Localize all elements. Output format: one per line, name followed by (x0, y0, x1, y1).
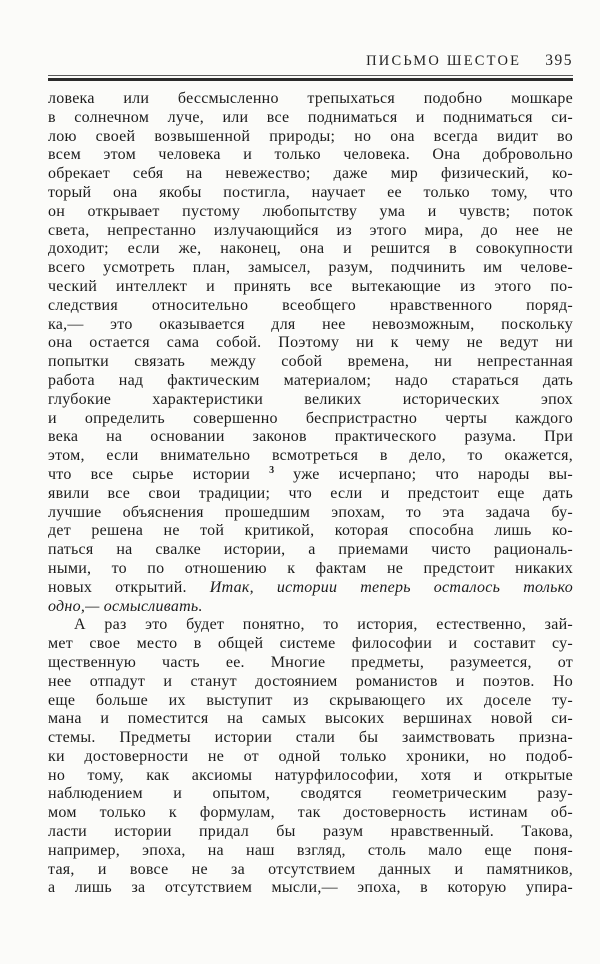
text-line: ки достоверности не от одной только хроники, но подоб- (48, 747, 573, 765)
text-line: а лишь за отсутствием мысли,— эпоха, в которую упира- (48, 879, 573, 897)
text-line: ными, то по отношению к фактам не предстоит никаких (48, 559, 573, 577)
text-line: наблюдением и опытом, сводятся геометрическим разу- (48, 785, 573, 803)
text-line: света, непрестанно излучающийся из этого мира, до нее не (48, 221, 573, 239)
text-line: она остается сама собой. Поэтому ни к чему не ведут ни (48, 334, 573, 352)
text-line: новых открытий. Итак, истории теперь осталось только (48, 578, 573, 596)
text-line: стемы. Предметы истории стали бы заимствовать призна- (48, 729, 573, 747)
text-line: лучшие объяснения прошедшим эпохам, то эта задача бу- (48, 503, 573, 521)
text-line: одно,— осмысливать. (48, 597, 203, 615)
text-line: еще больше их выступит из скрывающего их доселе ту- (48, 691, 573, 709)
text-line: ловека или бессмысленно трепыхаться подобно мошкаре (48, 90, 573, 107)
page-number: 395 (545, 52, 573, 69)
text-line: но тому, как аксиомы натурфилософии, хотя и открытые (48, 766, 573, 784)
text-line: он открывает пустому любопытству ума и чувств; поток (48, 202, 573, 220)
text-line: глубокие характеристики великих исторических эпох (48, 390, 573, 408)
text-line: всем этом человека и только человека. Она добровольно (48, 146, 573, 164)
footnote-marker: 3 (269, 464, 275, 476)
text-line: доходит; если же, наконец, она и решится в совокупности (48, 240, 573, 258)
header-rule (48, 75, 573, 81)
text-line: мана и поместится на самых высоких вершинах новой си- (48, 710, 573, 728)
text-line: века на основании законов практического разума. При (48, 428, 573, 446)
text-line: А раз это будет понятно, то история, естественно, зай- (74, 616, 573, 634)
text-line: тая, и вовсе не за отсутствием данных и памятников, (48, 860, 573, 878)
text-line: и определить совершенно беспристрастно черты каждого (48, 409, 573, 427)
text-line: нее отпадут и станут достоянием романистов и поэтов. Но (48, 672, 573, 690)
text-line: явили все свои традиции; что если и предстоит еще дать (48, 484, 573, 502)
text-line: следствия относительно всеобщего нравственного поряд- (48, 296, 573, 314)
running-title: ПИСЬМО ШЕСТОЕ (366, 53, 522, 69)
text-line: лою своей возвышенной природы; но она всегда видит во (48, 127, 573, 145)
text-line: дет решена не той критикой, которая способна лишь ко- (48, 522, 573, 540)
text-line: паться на свалке истории, а приемами чисто рациональ- (48, 541, 573, 559)
text-line: ласти истории придал бы разум нравственный. Такова, (48, 823, 573, 841)
text-line: всего усмотреть план, замысел, разум, подчинить им челове- (48, 259, 573, 277)
text-line: щественную часть ее. Многие предметы, разумеется, от (48, 653, 573, 671)
text-line: ческий интеллект и принять все вытекающие из этого по- (48, 277, 573, 295)
text-line: обрекает себя на невежество; даже мир физический, ко- (48, 165, 573, 183)
text-line: например, эпоха, на наш взгляд, столь мало еще поня- (48, 841, 573, 859)
text-line: попытки связать между собой времена, ни непрестанная (48, 353, 573, 371)
text-line: мом только к формулам, так достоверность истинам об- (48, 804, 573, 822)
text-line: в солнечном луче, или все подниматься и подниматься си- (48, 108, 573, 126)
text-line: ка,— это оказывается для нее невозможным, поскольку (48, 315, 573, 333)
page-body (48, 90, 573, 898)
page-header (48, 52, 573, 70)
text-line: торый она якобы постигла, научает ее только тому, что (48, 183, 573, 201)
text-line: мет свое место в общей системе философии и составит су- (48, 635, 573, 653)
text-line: что все сырье истории $^3$ уже исчерпано; что народы вы- (48, 464, 573, 483)
text-line: работа над фактическим материалом; надо стараться дать (48, 371, 573, 389)
text-line: этом, если внимательно всмотреться в дело, то окажется, (48, 447, 573, 465)
